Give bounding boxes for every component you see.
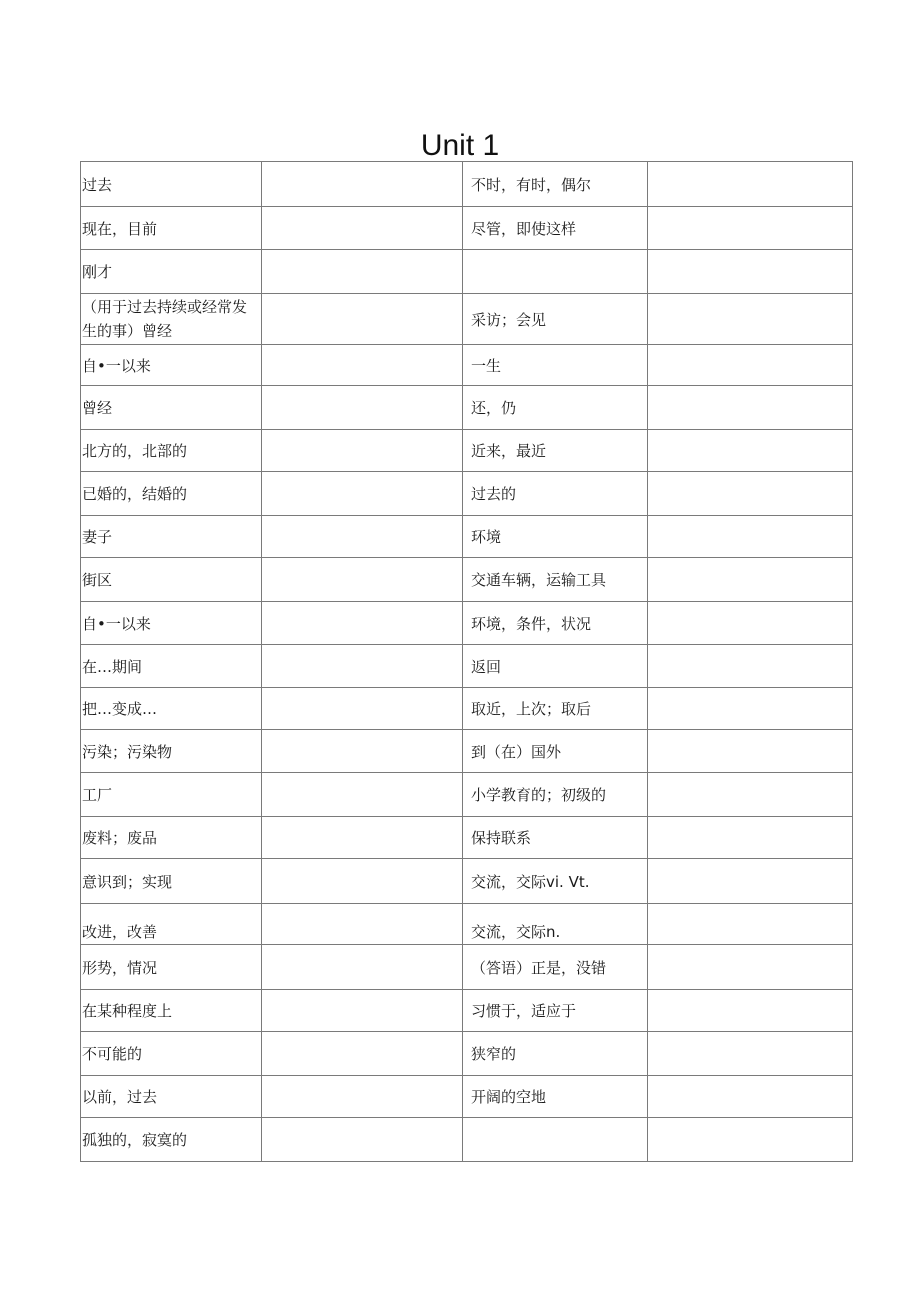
table-row — [81, 1118, 853, 1162]
chinese-term-left: 已婚的，结婚的 — [81, 472, 262, 516]
answer-cell-right[interactable] — [648, 430, 853, 472]
answer-cell-left[interactable] — [262, 904, 463, 945]
answer-cell-right[interactable] — [648, 730, 853, 773]
table-row — [81, 945, 853, 990]
answer-cell-right[interactable] — [648, 207, 853, 250]
chinese-term-right: 过去的 — [463, 472, 648, 516]
table-row — [81, 859, 853, 904]
chinese-term-right — [463, 1118, 648, 1162]
chinese-term-right: 取近，上次；取后 — [463, 688, 648, 730]
table-row — [81, 1032, 853, 1076]
answer-cell-left[interactable] — [262, 162, 463, 207]
answer-cell-right[interactable] — [648, 773, 853, 817]
table-row — [81, 250, 853, 294]
chinese-term-left: 在某种程度上 — [81, 990, 262, 1032]
chinese-term-right — [463, 250, 648, 294]
answer-cell-right[interactable] — [648, 516, 853, 558]
chinese-term-left: 污染；污染物 — [81, 730, 262, 773]
vocab-table — [80, 161, 853, 1162]
answer-cell-right[interactable] — [648, 345, 853, 386]
chinese-term-left: 现在，目前 — [81, 207, 262, 250]
table-row — [81, 516, 853, 558]
chinese-term-left: 改进，改善 — [81, 904, 262, 945]
chinese-term-left: 意识到；实现 — [81, 859, 262, 904]
chinese-term-left: 妻子 — [81, 516, 262, 558]
chinese-term-left: 把…变成… — [81, 688, 262, 730]
answer-cell-right[interactable] — [648, 859, 853, 904]
chinese-term-right: 习惯于，适应于 — [463, 990, 648, 1032]
answer-cell-right[interactable] — [648, 1118, 853, 1162]
answer-cell-left[interactable] — [262, 773, 463, 817]
chinese-term-left: 以前，过去 — [81, 1076, 262, 1118]
page-title: Unit 1 — [420, 129, 500, 162]
table-row — [81, 688, 853, 730]
table-row — [81, 645, 853, 688]
answer-cell-left[interactable] — [262, 430, 463, 472]
chinese-term-left: 废料；废品 — [81, 817, 262, 859]
chinese-term-left: 形势，情况 — [81, 945, 262, 990]
answer-cell-right[interactable] — [648, 386, 853, 430]
answer-cell-left[interactable] — [262, 386, 463, 430]
answer-cell-right[interactable] — [648, 558, 853, 602]
answer-cell-left[interactable] — [262, 1076, 463, 1118]
answer-cell-left[interactable] — [262, 1118, 463, 1162]
answer-cell-left[interactable] — [262, 1032, 463, 1076]
chinese-term-right: 返回 — [463, 645, 648, 688]
chinese-term-left: 街区 — [81, 558, 262, 602]
table-row — [81, 990, 853, 1032]
table-row — [81, 1076, 853, 1118]
chinese-term-left: 曾经 — [81, 386, 262, 430]
answer-cell-left[interactable] — [262, 990, 463, 1032]
chinese-term-right: 近来，最近 — [463, 430, 648, 472]
chinese-term-right: （答语）正是，没错 — [463, 945, 648, 990]
answer-cell-left[interactable] — [262, 730, 463, 773]
table-row — [81, 730, 853, 773]
answer-cell-left[interactable] — [262, 859, 463, 904]
chinese-term-left: 自•一以来 — [81, 345, 262, 386]
chinese-term-right: 交流，交际n. — [463, 904, 648, 945]
chinese-term-right: 到（在）国外 — [463, 730, 648, 773]
chinese-term-right: 保持联系 — [463, 817, 648, 859]
answer-cell-left[interactable] — [262, 602, 463, 645]
answer-cell-right[interactable] — [648, 904, 853, 945]
answer-cell-right[interactable] — [648, 162, 853, 207]
table-row — [81, 386, 853, 430]
table-row — [81, 430, 853, 472]
answer-cell-right[interactable] — [648, 990, 853, 1032]
chinese-term-right: 不时，有时，偶尔 — [463, 162, 648, 207]
table-row — [81, 472, 853, 516]
answer-cell-right[interactable] — [648, 1032, 853, 1076]
answer-cell-right[interactable] — [648, 645, 853, 688]
chinese-term-right: 小学教育的；初级的 — [463, 773, 648, 817]
table-row — [81, 345, 853, 386]
answer-cell-left[interactable] — [262, 472, 463, 516]
table-row — [81, 162, 853, 207]
chinese-term-left: 过去 — [81, 162, 262, 207]
answer-cell-left[interactable] — [262, 294, 463, 345]
answer-cell-left[interactable] — [262, 688, 463, 730]
answer-cell-right[interactable] — [648, 1076, 853, 1118]
chinese-term-right: 开阔的空地 — [463, 1076, 648, 1118]
table-row — [81, 294, 853, 345]
answer-cell-left[interactable] — [262, 207, 463, 250]
table-row — [81, 558, 853, 602]
chinese-term-right: 还，仍 — [463, 386, 648, 430]
chinese-term-left: 在…期间 — [81, 645, 262, 688]
chinese-term-right: 环境，条件，状况 — [463, 602, 648, 645]
answer-cell-left[interactable] — [262, 817, 463, 859]
table-row — [81, 207, 853, 250]
chinese-term-left: 工厂 — [81, 773, 262, 817]
chinese-term-right: 尽管，即使这样 — [463, 207, 648, 250]
chinese-term-right: 狭窄的 — [463, 1032, 648, 1076]
answer-cell-right[interactable] — [648, 945, 853, 990]
answer-cell-left[interactable] — [262, 558, 463, 602]
answer-cell-right[interactable] — [648, 294, 853, 345]
chinese-term-right: 环境 — [463, 516, 648, 558]
chinese-term-right: 交通车辆，运输工具 — [463, 558, 648, 602]
answer-cell-left[interactable] — [262, 516, 463, 558]
chinese-term-right: 采访；会见 — [463, 294, 648, 345]
chinese-term-left: 刚才 — [81, 250, 262, 294]
chinese-term-left: 自•一以来 — [81, 602, 262, 645]
chinese-term-left: （用于过去持续或经常发生的事）曾经 — [81, 294, 262, 345]
chinese-term-right: 交流，交际vi. Vt. — [463, 859, 648, 904]
answer-cell-right[interactable] — [648, 817, 853, 859]
table-row — [81, 773, 853, 817]
answer-cell-left[interactable] — [262, 250, 463, 294]
answer-cell-right[interactable] — [648, 688, 853, 730]
chinese-term-left: 孤独的，寂寞的 — [81, 1118, 262, 1162]
answer-cell-right[interactable] — [648, 472, 853, 516]
answer-cell-left[interactable] — [262, 345, 463, 386]
chinese-term-left: 北方的，北部的 — [81, 430, 262, 472]
chinese-term-right: 一生 — [463, 345, 648, 386]
table-row — [81, 904, 853, 945]
table-row — [81, 602, 853, 645]
answer-cell-left[interactable] — [262, 945, 463, 990]
answer-cell-right[interactable] — [648, 602, 853, 645]
answer-cell-right[interactable] — [648, 250, 853, 294]
table-row — [81, 817, 853, 859]
answer-cell-left[interactable] — [262, 645, 463, 688]
chinese-term-left: 不可能的 — [81, 1032, 262, 1076]
